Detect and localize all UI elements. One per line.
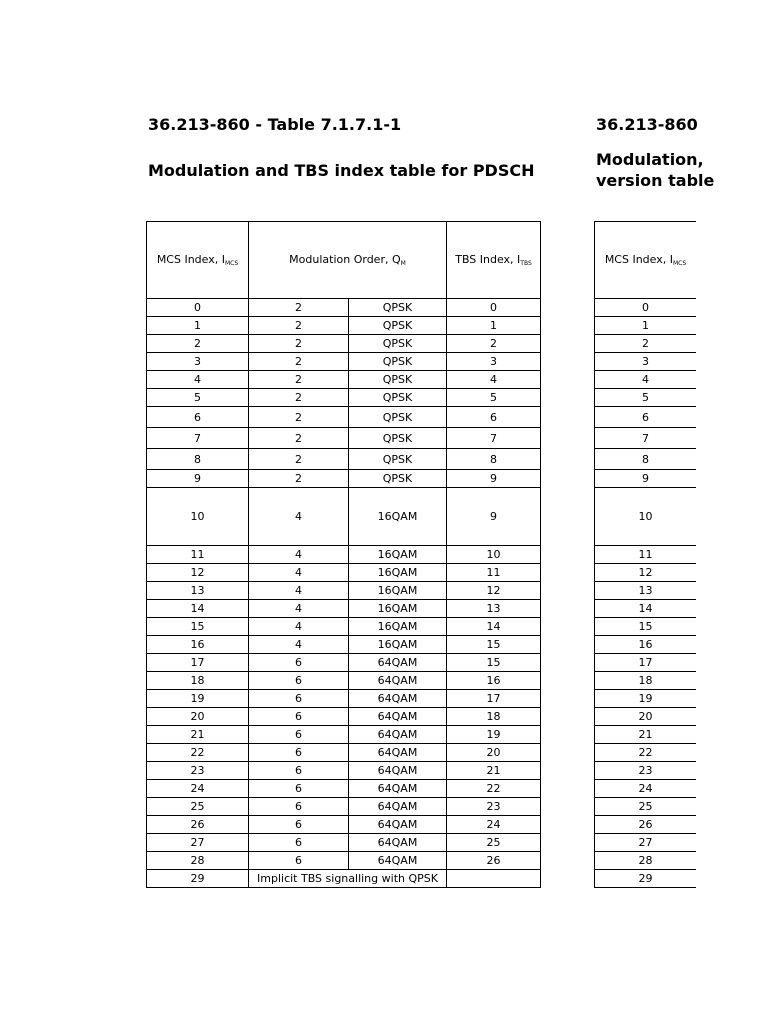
right-table-title: Modulation, version table: [596, 150, 715, 190]
tbs-index-cell: 20: [447, 744, 541, 762]
table-row: [595, 582, 697, 600]
modulation-scheme-cell: 64QAM: [349, 798, 447, 816]
mcs-index-cell: 16: [147, 636, 249, 654]
mcs-index-cell: 10: [147, 488, 249, 546]
modulation-scheme-cell: 16QAM: [349, 582, 447, 600]
modulation-order-cell: 4: [249, 600, 349, 618]
modulation-order-cell: 2: [249, 389, 349, 407]
mcs-index-cell: 21: [595, 726, 697, 744]
table-row: [595, 299, 697, 317]
table-row: [595, 317, 697, 335]
table-row: [595, 389, 697, 407]
mcs-index-cell: 18: [595, 672, 697, 690]
table-row: [595, 672, 697, 690]
mcs-index-cell: 29: [147, 870, 249, 888]
modulation-order-cell: 6: [249, 744, 349, 762]
modulation-scheme-cell: 16QAM: [349, 488, 447, 546]
table-row: [595, 798, 697, 816]
table-row: [595, 870, 697, 888]
table-row: [595, 600, 697, 618]
modulation-order-cell: 6: [249, 762, 349, 780]
modulation-scheme-cell: 64QAM: [349, 762, 447, 780]
mcs-index-cell: 2: [595, 335, 697, 353]
mcs-index-cell: 11: [595, 546, 697, 564]
modulation-scheme-cell: 64QAM: [349, 816, 447, 834]
tbs-index-cell: 17: [447, 690, 541, 708]
tbs-index-cell: 9: [447, 470, 541, 488]
tbs-index-cell: 15: [447, 654, 541, 672]
mcs-index-cell: 8: [147, 449, 249, 470]
modulation-order-cell: 2: [249, 371, 349, 389]
modulation-order-cell: 2: [249, 407, 349, 428]
mcs-index-cell: 25: [147, 798, 249, 816]
modulation-order-cell: 6: [249, 672, 349, 690]
tbs-index-cell: 24: [447, 816, 541, 834]
tbs-index-cell: 9: [447, 488, 541, 546]
table-row: [147, 636, 541, 654]
modulation-order-cell: 2: [249, 335, 349, 353]
tbs-index-cell: 16: [447, 672, 541, 690]
modulation-order-cell: 6: [249, 726, 349, 744]
tbs-index-cell: 12: [447, 582, 541, 600]
table-row: [147, 564, 541, 582]
mcs-index-cell: 23: [147, 762, 249, 780]
mcs-index-cell: 1: [147, 317, 249, 335]
modulation-order-cell: 2: [249, 317, 349, 335]
mcs-index-cell: 12: [595, 564, 697, 582]
modulation-scheme-cell: QPSK: [349, 371, 447, 389]
table-row: [147, 335, 541, 353]
mcs-index-cell: 2: [147, 335, 249, 353]
mcs-index-cell: 27: [595, 834, 697, 852]
modulation-scheme-cell: QPSK: [349, 299, 447, 317]
table-row: [147, 798, 541, 816]
table-row: [595, 654, 697, 672]
table-row: [147, 299, 541, 317]
mcs-index-cell: 16: [595, 636, 697, 654]
header-mcs-index: MCS Index, $I_{MCS}$: [147, 222, 249, 299]
table-row: [147, 470, 541, 488]
left-table-container: [146, 221, 541, 888]
table-row: [595, 618, 697, 636]
tbs-index-cell: 7: [447, 428, 541, 449]
mcs-index-cell: 14: [595, 600, 697, 618]
table-row: [595, 449, 697, 470]
table-row: [595, 744, 697, 762]
modulation-scheme-cell: QPSK: [349, 335, 447, 353]
mcs-index-cell: 22: [147, 744, 249, 762]
table-row: [147, 407, 541, 428]
table-row: [595, 564, 697, 582]
modulation-tbs-table: [146, 221, 541, 888]
modulation-scheme-cell: QPSK: [349, 407, 447, 428]
table-row: [595, 834, 697, 852]
table-row: [595, 816, 697, 834]
modulation-order-cell: 4: [249, 582, 349, 600]
table-row: [595, 762, 697, 780]
tbs-index-cell: 22: [447, 780, 541, 798]
tbs-index-cell: 8: [447, 449, 541, 470]
mcs-index-cell: 25: [595, 798, 697, 816]
table-row: [595, 636, 697, 654]
table-row: [595, 428, 697, 449]
table-row: [595, 470, 697, 488]
tbs-index-cell: 14: [447, 618, 541, 636]
mcs-index-cell: 28: [147, 852, 249, 870]
tbs-index-cell: 3: [447, 353, 541, 371]
modulation-scheme-cell: 64QAM: [349, 726, 447, 744]
tbs-index-cell: 25: [447, 834, 541, 852]
mcs-index-cell: 24: [595, 780, 697, 798]
table-row: [147, 353, 541, 371]
mcs-index-cell: 14: [147, 600, 249, 618]
modulation-order-cell: 4: [249, 546, 349, 564]
modulation-scheme-cell: 64QAM: [349, 672, 447, 690]
table-row: [595, 780, 697, 798]
table-row: [147, 726, 541, 744]
tbs-index-cell: 6: [447, 407, 541, 428]
mcs-index-cell: 7: [595, 428, 697, 449]
table-row: [147, 672, 541, 690]
table-row: [595, 852, 697, 870]
tbs-index-cell: 13: [447, 600, 541, 618]
modulation-scheme-cell: QPSK: [349, 317, 447, 335]
modulation-order-cell: 2: [249, 299, 349, 317]
mcs-index-cell: 9: [595, 470, 697, 488]
modulation-scheme-cell: 16QAM: [349, 600, 447, 618]
tbs-index-cell: 0: [447, 299, 541, 317]
modulation-order-cell: 6: [249, 690, 349, 708]
table-row: [595, 353, 697, 371]
mcs-index-cell: 22: [595, 744, 697, 762]
modulation-scheme-cell: 64QAM: [349, 690, 447, 708]
table-row: [147, 317, 541, 335]
mcs-index-cell: 11: [147, 546, 249, 564]
table-row: [595, 708, 697, 726]
table-row: [595, 546, 697, 564]
modulation-scheme-cell: 64QAM: [349, 708, 447, 726]
modulation-scheme-cell: 64QAM: [349, 654, 447, 672]
table-row: [147, 449, 541, 470]
modulation-scheme-cell: 64QAM: [349, 744, 447, 762]
left-table-title: Modulation and TBS index table for PDSCH: [148, 161, 535, 180]
mcs-index-cell: 4: [595, 371, 697, 389]
table-row: [147, 546, 541, 564]
table-row: [147, 371, 541, 389]
table-row: [147, 690, 541, 708]
mcs-index-cell: 18: [147, 672, 249, 690]
mcs-index-cell: 20: [147, 708, 249, 726]
table-row: [147, 762, 541, 780]
tbs-index-cell: 26: [447, 852, 541, 870]
mcs-index-cell: 0: [595, 299, 697, 317]
table-row: [147, 816, 541, 834]
modulation-order-cell: 4: [249, 636, 349, 654]
mcs-index-cell: 3: [147, 353, 249, 371]
table-row: [147, 870, 541, 888]
mcs-index-cell: 6: [595, 407, 697, 428]
tbs-index-cell: 2: [447, 335, 541, 353]
left-table-body: [147, 299, 541, 888]
modulation-order-cell: 2: [249, 470, 349, 488]
table-row: [147, 744, 541, 762]
mcs-index-cell: 6: [147, 407, 249, 428]
mcs-index-cell: 0: [147, 299, 249, 317]
table-row: [147, 600, 541, 618]
tbs-index-cell: 21: [447, 762, 541, 780]
table-row: [595, 371, 697, 389]
mcs-index-cell: 4: [147, 371, 249, 389]
table-row: [147, 654, 541, 672]
mcs-index-cell: 26: [147, 816, 249, 834]
mcs-index-cell: 24: [147, 780, 249, 798]
tbs-index-cell: 4: [447, 371, 541, 389]
modulation-order-cell: 6: [249, 798, 349, 816]
mcs-index-cell: 5: [147, 389, 249, 407]
modulation-scheme-cell: 16QAM: [349, 546, 447, 564]
header-modulation-order: Modulation Order, $Q_M$: [249, 222, 447, 299]
mcs-index-cell: 1: [595, 317, 697, 335]
mcs-index-cell: 15: [147, 618, 249, 636]
table-row: [595, 488, 697, 546]
mcs-index-cell: 15: [595, 618, 697, 636]
header-tbs-index: TBS Index, $I_{TBS}$: [447, 222, 541, 299]
modulation-order-cell: 6: [249, 852, 349, 870]
tbs-index-cell: 1: [447, 317, 541, 335]
modulation-order-cell: 4: [249, 618, 349, 636]
modulation-order-cell: 4: [249, 564, 349, 582]
mcs-index-cell: 28: [595, 852, 697, 870]
tbs-index-cell: 5: [447, 389, 541, 407]
table-row: [147, 834, 541, 852]
table-row: [595, 690, 697, 708]
tbs-index-cell: 19: [447, 726, 541, 744]
mcs-index-cell: 19: [595, 690, 697, 708]
left-table-code: 36.213-860 - Table 7.1.7.1-1: [148, 115, 402, 134]
modulation-scheme-cell: QPSK: [349, 470, 447, 488]
modulation-scheme-cell: QPSK: [349, 449, 447, 470]
tbs-index-cell: 10: [447, 546, 541, 564]
tbs-index-cell: 15: [447, 636, 541, 654]
modulation-order-cell: 6: [249, 708, 349, 726]
right-table-container: [594, 221, 696, 888]
implicit-tbs-note-cell: Implicit TBS signalling with QPSK: [249, 870, 447, 888]
mcs-index-cell: 26: [595, 816, 697, 834]
table-row: [147, 618, 541, 636]
mcs-index-cell: 21: [147, 726, 249, 744]
modulation-order-cell: 4: [249, 488, 349, 546]
right-header-mcs-index: MCS Index, $I_{MCS}$: [595, 222, 697, 299]
modulation-scheme-cell: 16QAM: [349, 564, 447, 582]
table-row: [147, 582, 541, 600]
mcs-index-cell: 17: [595, 654, 697, 672]
modulation-order-cell: 2: [249, 449, 349, 470]
mcs-index-cell: 29: [595, 870, 697, 888]
modulation-order-cell: 6: [249, 834, 349, 852]
mcs-index-cell: 8: [595, 449, 697, 470]
mcs-index-cell: 13: [595, 582, 697, 600]
modulation-scheme-cell: 64QAM: [349, 834, 447, 852]
table-row: [147, 389, 541, 407]
tbs-index-cell: [447, 870, 541, 888]
right-table-code: 36.213-860: [596, 115, 698, 134]
modulation-order-cell: 6: [249, 780, 349, 798]
table-row: [147, 852, 541, 870]
table-row: [595, 726, 697, 744]
tbs-index-cell: 11: [447, 564, 541, 582]
modulation-order-cell: 2: [249, 428, 349, 449]
modulation-scheme-cell: 64QAM: [349, 852, 447, 870]
modulation-scheme-cell: QPSK: [349, 353, 447, 371]
tbs-index-cell: 18: [447, 708, 541, 726]
mcs-index-cell: 12: [147, 564, 249, 582]
table-row: [147, 428, 541, 449]
mcs-index-cell: 27: [147, 834, 249, 852]
table-row: [595, 335, 697, 353]
mcs-index-cell: 13: [147, 582, 249, 600]
table-row: [147, 780, 541, 798]
right-mcs-table: [594, 221, 696, 888]
modulation-order-cell: 6: [249, 654, 349, 672]
modulation-scheme-cell: QPSK: [349, 428, 447, 449]
mcs-index-cell: 20: [595, 708, 697, 726]
table-row: [147, 708, 541, 726]
mcs-index-cell: 9: [147, 470, 249, 488]
mcs-index-cell: 19: [147, 690, 249, 708]
mcs-index-cell: 7: [147, 428, 249, 449]
modulation-scheme-cell: QPSK: [349, 389, 447, 407]
modulation-scheme-cell: 16QAM: [349, 636, 447, 654]
mcs-index-cell: 5: [595, 389, 697, 407]
modulation-scheme-cell: 64QAM: [349, 780, 447, 798]
table-row: [595, 407, 697, 428]
tbs-index-cell: 23: [447, 798, 541, 816]
mcs-index-cell: 3: [595, 353, 697, 371]
mcs-index-cell: 23: [595, 762, 697, 780]
mcs-index-cell: 17: [147, 654, 249, 672]
table-row: [147, 488, 541, 546]
modulation-order-cell: 2: [249, 353, 349, 371]
mcs-index-cell: 10: [595, 488, 697, 546]
modulation-order-cell: 6: [249, 816, 349, 834]
modulation-scheme-cell: 16QAM: [349, 618, 447, 636]
right-table-body: [595, 299, 697, 888]
